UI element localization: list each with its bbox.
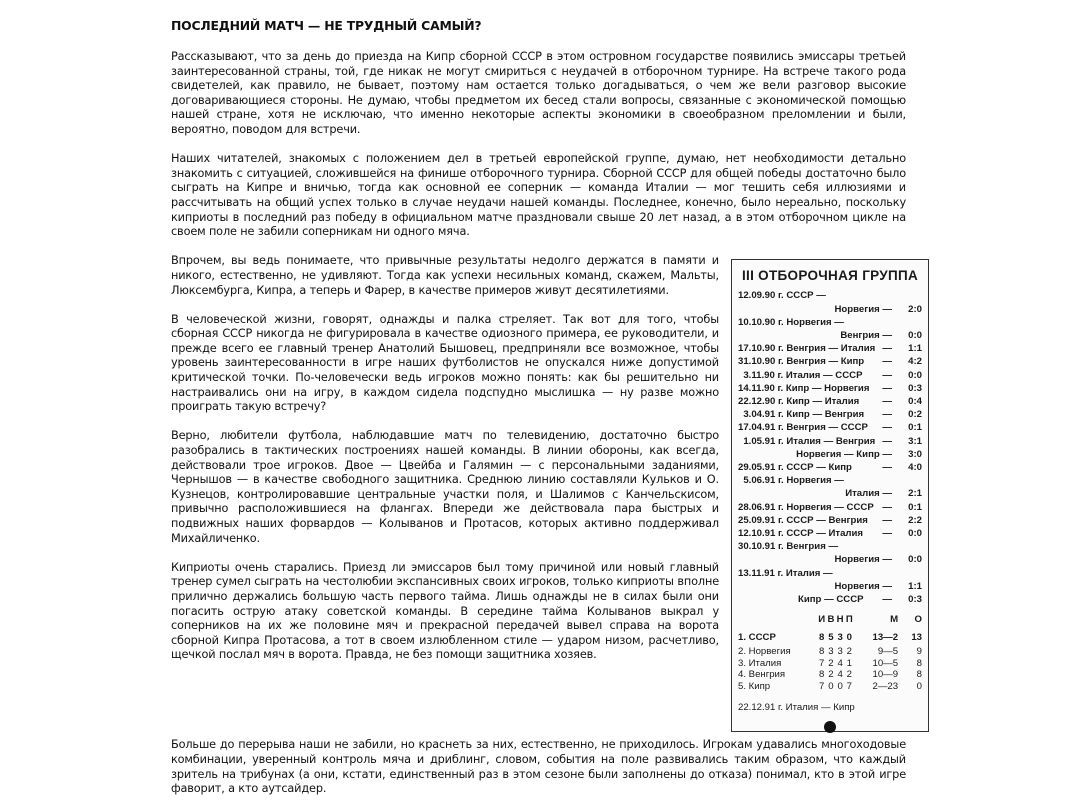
match-row: 10.10.90 г. Норвегия — [738,316,844,328]
match-row: 3.04.91 г. Кипр — Венгрия — 0:2 [743,409,922,421]
paragraph: В человеческой жизни, говорят, однажды и палка стреляет. Так вот для того, чтобы сборная СССР никогда не фигурировала в качестве одиозного примера, ее руководители, и прежде всего ее главный тренер Анатолий Бышовец, предприняли все возможное, чтобы уровень заинтересованности в игре наших футболистов не опускался ниже допустимой критической точки. По-человечески ведь игроков можно понять: как бы решительно ни настраивались они на игру, в каждом сидела подспудно мыслишка — ну разве можно проиграть такую встречу? [171,312,719,414]
match-row: 29.05.91 г. СССР — Кипр — 4:0 [738,461,922,473]
standings-table [738,614,922,692]
article-title: ПОСЛЕДНИЙ МАТЧ — НЕ ТРУДНЫЙ САМЫЙ? [171,18,482,33]
standings-row: 5. Кипр 7 0 0 7 2—23 0 [738,680,923,692]
match-row: Норвегия — 0:0 [834,554,922,566]
match-row: 28.06.91 г. Норвегия — СССР — 0:1 [738,501,922,513]
paragraph: Больше до перерыва наши не забили, но краснеть за них, естественно, не приходилось. Игрокам удавались многоходовые комбинации, уверенный контроль мяча и дриблинг, словом, события на поле развивались таким образом, что каждый зритель на трибунах (а они, кстати, единственный раз в этом сезоне были заполнены до отказа) понимал, кто в этой игре фаворит, а кто аутсайдер. [171,738,906,796]
paragraph: Впрочем, вы ведь понимаете, что привычные результаты недолго держатся в памяти и никого, естественно, не удивляют. Тогда как успехи несильных команд, скажем, Мальты, Люксембурга, Кипра, а теперь и Фарер, в качестве примеров живут десятилетиями. [171,254,719,297]
standings-row: 3. Италия 7 2 4 1 10—5 8 [738,657,923,669]
match-row: 14.11.90 г. Кипр — Норвегия — 0:3 [738,382,922,394]
match-row: 17.10.90 г. Венгрия — Италия — 1:1 [738,343,922,355]
upcoming-match: 22.12.91 г. Италия — Кипр [738,702,855,714]
match-row: Италия — 2:1 [845,488,922,500]
match-row: 3.11.90 г. Италия — СССР — 0:0 [743,369,922,381]
match-list [738,289,922,606]
article [171,18,923,811]
paragraph: Рассказывают, что за день до приезда на Кипр сборной СССР в этом островном государстве появились эмиссары третьей заинтересованной страны, той, где никак не могут смириться с неудачей в отборочном турнире. На встрече такого рода свидетелей, как правило, не бывает, поэтому нам остается только догадываться, о чем же вели разговор высокие договаривающиеся стороны. Не думаю, чтобы предметом их бесед стали вопросы, связанные с экономической помощью нашей стране, хотя не исключаю, что именно некоторые аспекты экономики в своеобразном преломлении и были, вероятно, поводом для встречи. [171,50,906,136]
match-row: 25.09.91 г. СССР — Венгрия — 2:2 [738,514,922,526]
match-row: Норвегия — 2:0 [834,303,922,315]
standings-row: 4. Венгрия 8 2 4 2 10—9 8 [738,669,923,681]
match-row: 12.10.91 г. СССР — Италия — 0:0 [738,527,922,539]
group-results-figure [731,259,929,732]
match-row: Норвегия — Кипр — 3:0 [796,448,922,460]
match-row: 22.12.90 г. Кипр — Италия — 0:4 [738,395,922,407]
match-row: Норвегия — 1:1 [834,580,922,592]
match-row: 30.10.91 г. Венгрия — [738,541,839,553]
standings-header: И В Н П М О [818,614,923,626]
match-row: 17.04.91 г. Венгрия — СССР — 0:1 [738,422,922,434]
match-row: 12.09.90 г. СССР — [738,290,826,302]
paragraph: Наших читателей, знакомых с положением дел в третьей европейской группе, думаю, нет необходимости детально знакомить с ситуацией, сложившейся на финише отборочного турнира. Сборной СССР для общей победы достаточно было сыграть на Кипре и вничью, тогда как основной ее соперник — команда Италии — мог тешить себя иллюзиями и рассчитывать на общий успех только в случае неудачи нашей команды. Последнее, конечно, было нереально, поскольку киприоты в последний раз победу в официальном матче праздновали свыше 20 лет назад, а в этом отборочном цикле на своем поле не забили соперникам ни одного мяча. [171,152,906,239]
standings-row: 1. СССР 8 5 3 0 13—2 13 [738,631,923,643]
match-row: 5.06.91 г. Норвегия — [743,475,844,487]
figure-title: III ОТБОРОЧНАЯ ГРУППА [741,268,919,284]
match-row: 1.05.91 г. Италия — Венгрия — 3:1 [743,435,922,447]
match-row: 31.10.90 г. Венгрия — Кипр — 4:2 [738,356,922,368]
match-row: Кипр — СССР — 0:3 [798,593,922,605]
paragraph: Киприоты очень старались. Приезд ли эмиссаров был тому причиной или новый главный тренер сумел сыграть на честолюбии экспансивных своих игроков, только киприоты вполне прилично держались большую часть первого тайма. Лишь однажды не в силах были они погасить острую атаку советской команды. В середине тайма Колыванов выкрал у соперников на их же половине мяч и прекрасной передачей вывел справа на ворота сборной Кипра Протасова, а тот в своем излюбленном стиле — ударом низом, расчетливо, щечкой послал мяч в ворота. Правда, не без помощи защитника хозяев. [171,560,719,662]
match-row: Венгрия — 0:0 [840,329,922,341]
paragraph: Верно, любители футбола, наблюдавшие матч по телевидению, достаточно быстро разобрались в тактических построениях нашей команды. В линии обороны, как всегда, действовали трое игроков. Двое — Цвейба и Галямин — с персональными заданиями, Чернышов — в качестве свободного защитника. Среднюю линию составляли Кульков и О. Кузнецов, контролировавшие центральные участки поля, и Шалимов с Канчельскисом, привычно расположившиеся на флангах. Впереди же действовала пара быстрых и подвижных наших форвардов — Колыванов и Протасов, которых активно поддерживал Михайличенко. [171,429,719,545]
standings-row: 2. Норвегия 8 3 3 2 9—5 9 [738,646,923,658]
ball-icon [824,721,836,733]
match-row: 13.11.91 г. Италия — [738,567,833,579]
